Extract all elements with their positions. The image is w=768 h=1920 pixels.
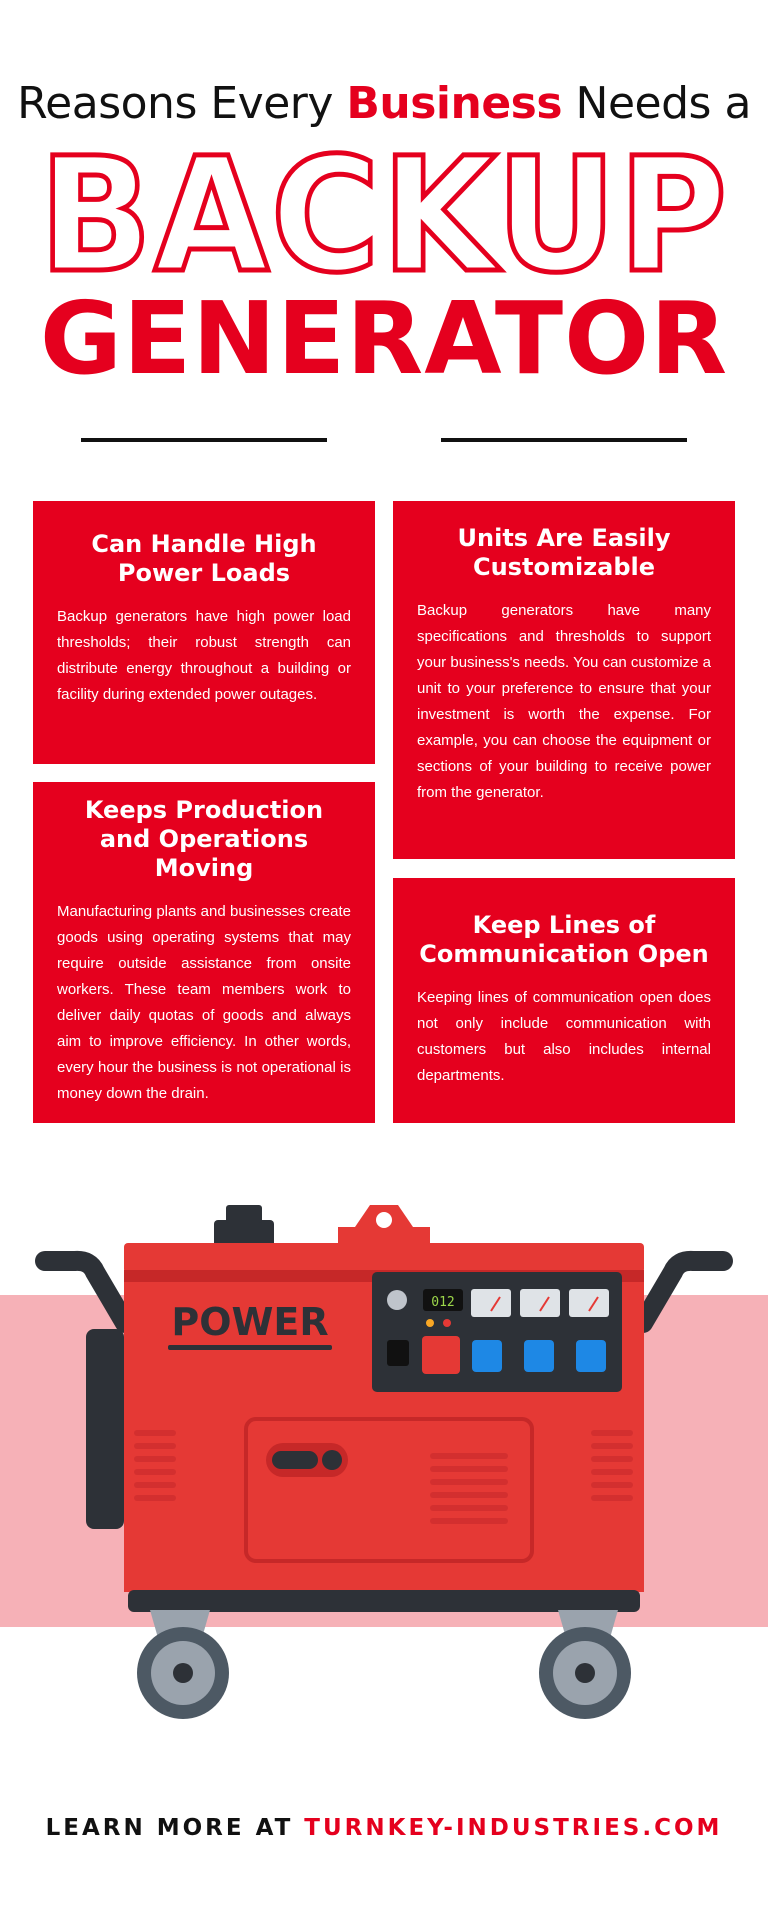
left-handle — [45, 1261, 125, 1323]
title-line-1 — [0, 78, 768, 129]
meter-2 — [520, 1289, 560, 1317]
display-readout: 012 — [431, 1295, 455, 1310]
title-accent: Business — [346, 78, 563, 129]
door-latch — [272, 1451, 318, 1469]
card-body: Keeping lines of communication open does not only include communication with customers but also includes internal departments. — [417, 989, 711, 1084]
power-logo-underline — [168, 1345, 332, 1350]
meter-1 — [471, 1289, 511, 1317]
card-communication — [393, 878, 735, 1123]
card-title: Units Are Easily Customizable — [457, 524, 671, 581]
right-handle — [643, 1261, 723, 1323]
power-logo-text: POWER — [171, 1300, 329, 1344]
card-body: Backup generators have many specifications and thresholds to support your business's needs. You can customize a unit to your preference to ensure that your investment is worth the expense. For example, you can choose the equipment or sections of your building to receive power from the generator. — [417, 602, 711, 801]
generator-illustration — [0, 1195, 768, 1735]
wheel-right-axle — [575, 1663, 595, 1683]
footer-url[interactable]: TURNKEY-INDUSTRIES.COM — [304, 1815, 723, 1841]
meter-3 — [569, 1289, 609, 1317]
title-backup-text: BACKUP — [39, 128, 729, 288]
title-generator: GENERATOR — [39, 280, 729, 397]
fuel-cap-top — [226, 1205, 262, 1223]
outlet-blue — [576, 1340, 606, 1372]
card-customizable — [393, 501, 735, 859]
access-door — [246, 1419, 532, 1561]
body-top — [124, 1243, 644, 1273]
card-body: Manufacturing plants and businesses create goods using operating systems that may require outside assistance from onsite workers. These team members work to deliver daily quotas of goods and always aim to improve efficiency. In other words, every hour the business is not operational is money down the drain. — [57, 903, 351, 1102]
door-knob — [322, 1450, 342, 1470]
divider-left — [81, 438, 327, 442]
title-prefix: Reasons Every — [17, 78, 347, 129]
outlet-blue — [524, 1340, 554, 1372]
indicator-light — [443, 1319, 451, 1327]
card-power-loads — [33, 501, 375, 764]
card-production — [33, 782, 375, 1123]
card-title: Can Handle High Power Loads — [91, 530, 317, 587]
wheel-left-axle — [173, 1663, 193, 1683]
card-body: Backup generators have high power load thresholds; their robust strength can distribute energy throughout a building or facility during extended power outages. — [57, 608, 351, 703]
footer-cta — [0, 1815, 768, 1841]
power-switch — [387, 1340, 409, 1366]
card-title: Keeps Production and Operations Moving — [84, 796, 324, 882]
lift-eye-hole — [376, 1212, 392, 1228]
title-suffix: Needs a — [562, 78, 751, 129]
outlet-blue — [472, 1340, 502, 1372]
card-title: Keep Lines of Communication Open — [419, 911, 709, 968]
divider-right — [441, 438, 687, 442]
side-box — [86, 1329, 124, 1529]
base — [128, 1590, 640, 1612]
outlet-red — [422, 1336, 460, 1374]
gauge-icon — [387, 1290, 407, 1310]
footer-prefix: LEARN MORE AT — [45, 1815, 305, 1841]
title-backup — [0, 128, 768, 288]
indicator-light — [426, 1319, 434, 1327]
